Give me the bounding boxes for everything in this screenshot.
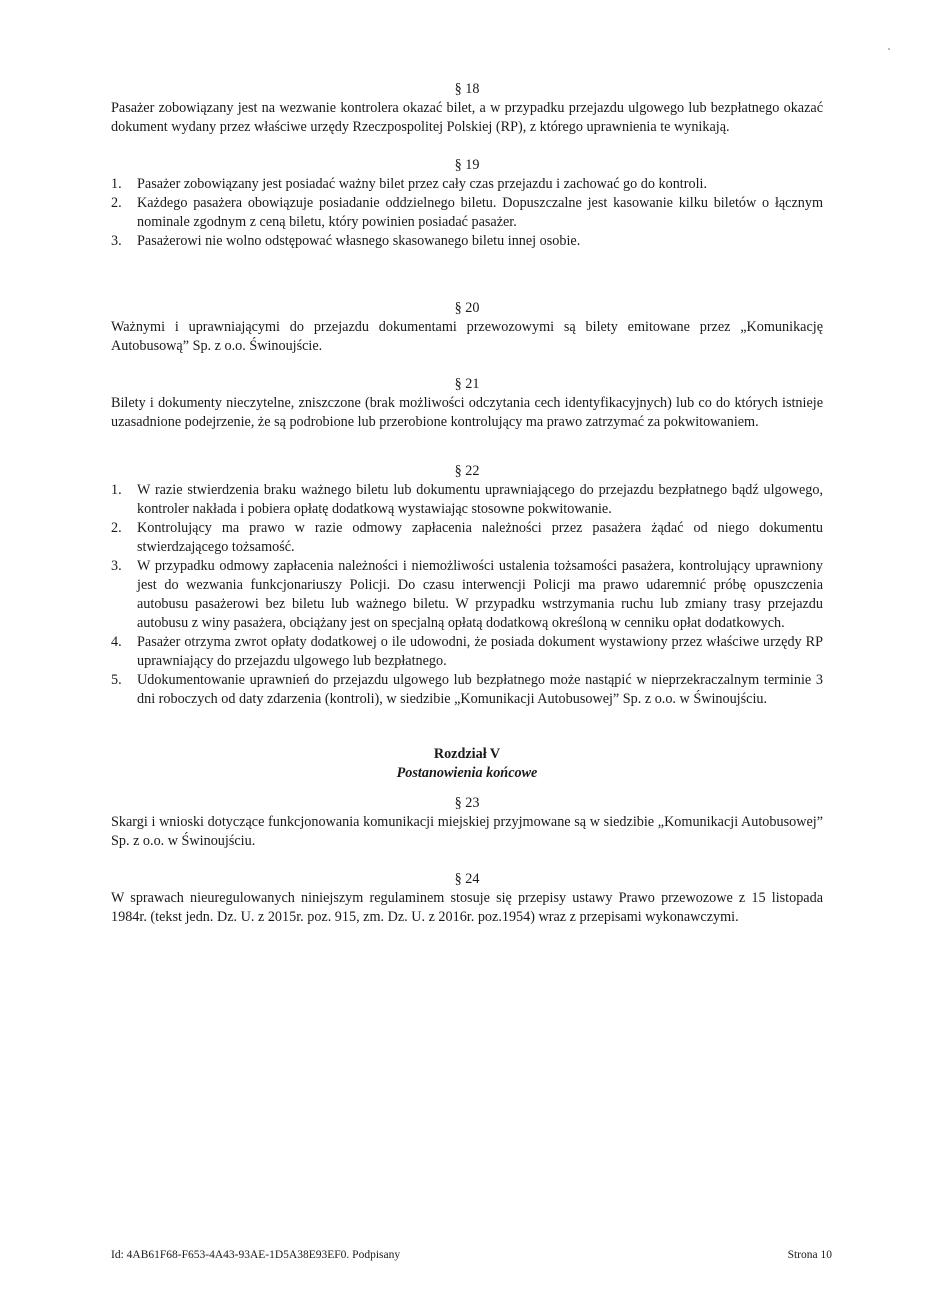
chapter-title: Rozdział V: [433, 746, 501, 762]
section-20-text: Ważnymi i uprawniającymi do przejazdu dokumentami przewozowymi są bilety emitowane przez „Komunikację Autobusową” Sp. z o.o. Świnoujście.: [111, 319, 823, 354]
list-item: [111, 519, 823, 557]
section-22-list: [111, 481, 823, 709]
item-number: 3.: [111, 233, 122, 249]
scan-speck: [888, 48, 890, 50]
section-21-heading: § 21: [454, 376, 480, 392]
list-item: [111, 633, 823, 671]
section-18-heading: § 18: [454, 81, 480, 97]
section-18-text: Pasażer zobowiązany jest na wezwanie kontrolera okazać bilet, a w przypadku przejazdu ulgowego lub bezpłatnego okazać dokument wydany przez właściwe urzędy Rzeczpospolitej Polskiej (RP), z którego uprawnienia te wynikają.: [111, 100, 823, 135]
item-text: W przypadku odmowy zapłacenia należności i niemożliwości ustalenia tożsamości pasażera, kontrolujący uprawniony jest do wezwania funkcjonariuszy Policji. Do czasu interwencji Policji ma prawo udaremnić próbę opuszczenia autobusu pasażerowi bez biletu lub ważnego biletu. W przypadku wstrzymania ruchu lub zmiany trasy przejazdu autobusu z winy pasażera, obciążany jest on specjalną opłatą dodatkową określoną w cenniku opłat dodatkowych.: [137, 558, 823, 631]
item-number: 4.: [111, 634, 122, 650]
item-text: W razie stwierdzenia braku ważnego biletu lub dokumentu uprawniającego do przejazdu bezpłatnego bądź ulgowego, kontroler nakłada i pobiera opłatę dodatkową wystawiając stosowne pokwitowanie.: [137, 482, 823, 517]
item-number: 1.: [111, 176, 122, 192]
list-item: [111, 557, 823, 633]
section-24-heading: § 24: [454, 871, 480, 887]
item-text: Pasażerowi nie wolno odstępować własnego skasowanego biletu innej osobie.: [137, 233, 581, 249]
chapter-subtitle: Postanowienia końcowe: [396, 765, 538, 781]
item-text: Pasażer otrzyma zwrot opłaty dodatkowej o ile udowodni, że posiada dokument wystawiony przez właściwe urzędy RP uprawniający do przejazdu ulgowego lub bezpłatnego.: [137, 634, 823, 669]
list-item: [111, 232, 823, 251]
section-23-heading: § 23: [454, 795, 480, 811]
item-text: Pasażer zobowiązany jest posiadać ważny bilet przez cały czas przejazdu i zachować go do kontroli.: [137, 176, 708, 192]
list-item: [111, 194, 823, 232]
section-20-heading: § 20: [454, 300, 480, 316]
item-number: 5.: [111, 672, 122, 688]
item-number: 3.: [111, 558, 122, 574]
item-number: 2.: [111, 195, 122, 211]
list-item: [111, 671, 823, 709]
section-19-heading: § 19: [454, 157, 480, 173]
section-23-text: Skargi i wnioski dotyczące funkcjonowania komunikacji miejskiej przyjmowane są w siedzibie „Komunikacji Autobusowej” Sp. z o.o. w Świnoujściu.: [111, 814, 823, 849]
page-number: Strona 10: [787, 1249, 832, 1261]
document-id: Id: 4AB61F68-F653-4A43-93AE-1D5A38E93EF0. Podpisany: [111, 1249, 401, 1261]
section-21-text: Bilety i dokumenty nieczytelne, zniszczone (brak możliwości odczytania cech identyfikacyjnych) lub co do których istnieje uzasadnione podejrzenie, że są podrobione lub przerobione kontrolujący ma prawo zatrzymać za pokwitowaniem.: [111, 395, 823, 430]
item-text: Każdego pasażera obowiązuje posiadanie oddzielnego biletu. Dopuszczalne jest kasowanie kilku biletów o łącznym nominale zgodnym z ceną biletu, który powinien posiadać pasażer.: [137, 195, 823, 230]
item-text: Udokumentowanie uprawnień do przejazdu ulgowego lub bezpłatnego może nastąpić w nieprzekraczalnym terminie 3 dni roboczych od daty zdarzenia (kontroli), w siedzibie „Komunikacji Autobusowej” Sp. z o.o. w Świnoujściu.: [137, 672, 823, 707]
regulation-content: [111, 80, 823, 927]
section-24-text: W sprawach nieuregulowanych niniejszym regulaminem stosuje się przepisy ustawy Prawo przewozowe z 15 listopada 1984r. (tekst jedn. Dz. U. z 2015r. poz. 915, zm. Dz. U. z 2016r. poz.1954) wraz z przepisami wykonawczymi.: [111, 890, 823, 925]
item-text: Kontrolujący ma prawo w razie odmowy zapłacenia należności przez pasażera żądać od niego dokumentu stwierdzającego tożsamość.: [137, 520, 823, 555]
item-number: 1.: [111, 482, 122, 498]
list-item: [111, 481, 823, 519]
list-item: [111, 175, 823, 194]
item-number: 2.: [111, 520, 122, 536]
section-19-list: [111, 175, 823, 251]
section-22-heading: § 22: [454, 463, 480, 479]
